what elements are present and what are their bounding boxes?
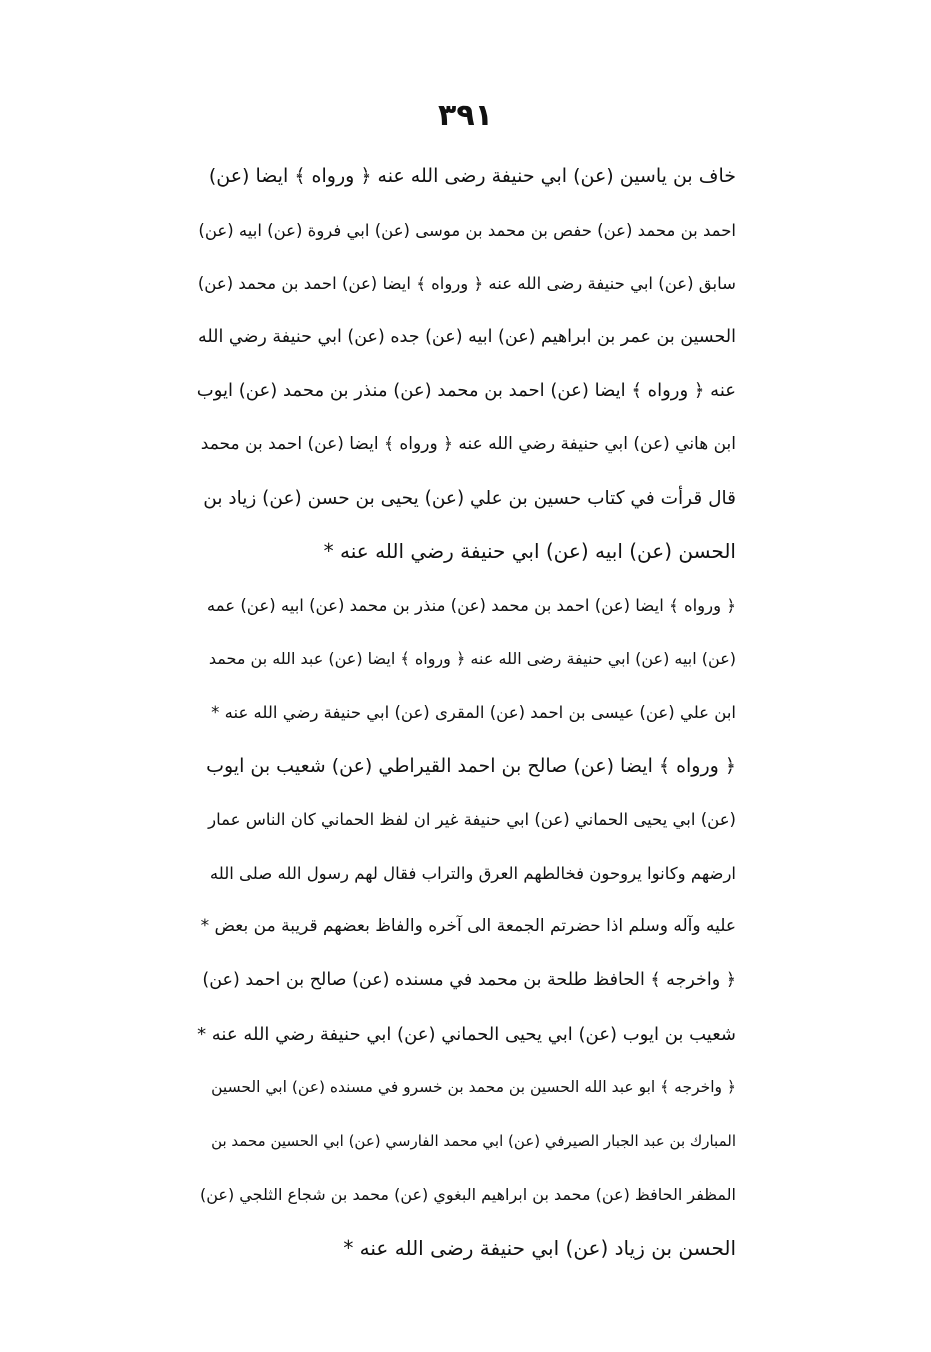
text-line: (عن) ابي يحيى الحماني (عن) ابي حنيفة غير ان لفظ الحماني كان الناس عمار xyxy=(208,810,736,830)
page-number: ٣٩١ xyxy=(438,98,493,133)
text-line: (عن) ابيه (عن) ابي حنيفة رضى الله عنه ﴿ ورواه ﴾ ايضا (عن) عبد الله بن محمد xyxy=(208,649,736,669)
arabic-text-body xyxy=(196,150,736,1275)
text-line: احمد بن محمد (عن) حفص بن محمد بن موسى (عن) ابي فروة (عن) ابيه (عن) xyxy=(198,220,736,240)
text-line: ﴿ واخرجه ﴾ ابو عبد الله الحسين بن محمد بن خسرو في مسنده (عن) ابي الحسين xyxy=(211,1078,736,1097)
text-line: المظفر الحافظ (عن) محمد بن ابراهيم البغوي (عن) محمد بن شجاع الثلجي (عن) xyxy=(199,1185,736,1205)
text-line: المبارك بن عبد الجبار الصيرفي (عن) ابي محمد الفارسي (عن) ابي الحسين محمد بن xyxy=(211,1131,736,1150)
text-line: قال قرأت في كتاب حسين بن علي (عن) يحيى بن حسن (عن) زياد بن xyxy=(203,487,736,509)
text-line: الحسين بن عمر بن ابراهيم (عن) ابيه (عن) جده (عن) ابي حنيفة رضي الله xyxy=(197,326,736,347)
text-line: الحسن بن زياد (عن) ابي حنيفة رضى الله عنه * xyxy=(343,1235,736,1260)
text-line: عليه وآله وسلم اذا حضرتم الجمعة الى آخره والفاظ بعضهم قريبة من بعض * xyxy=(200,916,736,937)
text-line: ﴿ واخرجه ﴾ الحافظ طلحة بن محمد في مسنده (عن) صالح بن احمد (عن) xyxy=(202,969,736,990)
text-line: ﴿ ورواه ﴾ ايضا (عن) صالح بن احمد القيراطي (عن) شعيب بن ايوب xyxy=(206,754,736,777)
text-line: ارضهم وكانوا يروحون فخالطهم العرق والتراب فقال لهم رسول الله صلى الله xyxy=(209,863,736,883)
text-line: ﴿ ورواه ﴾ ايضا (عن) احمد بن محمد (عن) منذر بن محمد (عن) ابيه (عن) عمه xyxy=(206,595,736,615)
text-line: عنه ﴿ ورواه ﴾ ايضا (عن) احمد بن محمد (عن) منذر بن محمد (عن) ايوب xyxy=(196,380,736,402)
text-line: الحسن (عن) ابيه (عن) ابي حنيفة رضي الله عنه * xyxy=(323,539,736,564)
text-line: ابن علي (عن) عيسى بن احمد (عن) المقرى (عن) ابي حنيفة رضي الله عنه * xyxy=(211,702,736,722)
text-line: خاف بن ياسين (عن) ابي حنيفة رضى الله عنه ﴿ ورواه ﴾ ايضا (عن) xyxy=(208,165,736,187)
text-line: سابق (عن) ابي حنيفة رضى الله عنه ﴿ ورواه ﴾ ايضا (عن) احمد بن محمد (عن) xyxy=(197,274,736,294)
text-line: ابن هاني (عن) ابي حنيفة رضي الله عنه ﴿ ورواه ﴾ ايضا (عن) احمد بن محمد xyxy=(200,433,736,454)
text-line: شعيب بن ايوب (عن) ابي يحيى الحماني (عن) ابي حنيفة رضي الله عنه * xyxy=(197,1023,736,1045)
